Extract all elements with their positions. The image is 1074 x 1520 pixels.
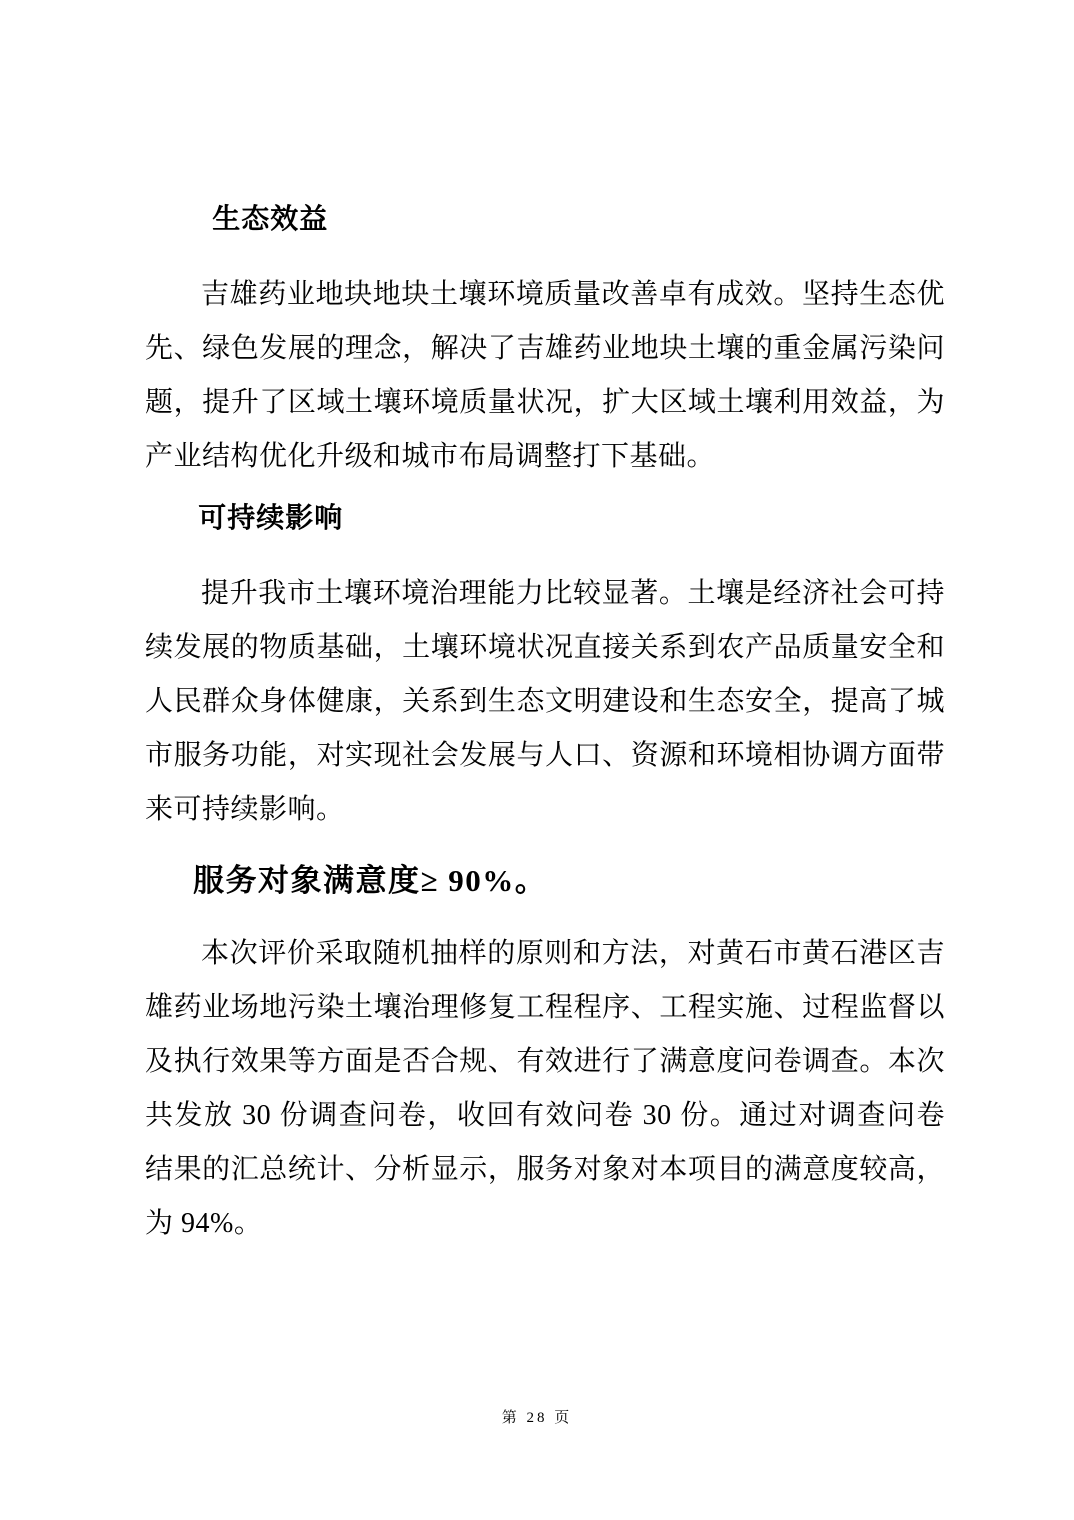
- heading-service-satisfaction: 服务对象满意度≥ 90%。: [193, 863, 548, 898]
- page-content: [145, 0, 945, 1251]
- paragraph-ecological-benefit: 吉雄药业地块地块土壤环境质量改善卓有成效。坚持生态优先、绿色发展的理念，解决了吉雄药业地块土壤的重金属污染问题，提升了区域土壤环境质量状况，扩大区域土壤利用效益，为产业结构优化升级和城市布局调整打下基础。: [145, 279, 945, 472]
- heading-sustainable-impact: 可持续影响: [198, 503, 344, 534]
- heading-ecological-benefit: 生态效益: [212, 204, 329, 235]
- page-number: 第 28 页: [501, 1410, 573, 1426]
- paragraph-service-satisfaction: 本次评价采取随机抽样的原则和方法，对黄石市黄石港区吉雄药业场地污染土壤治理修复工程程序、工程实施、过程监督以及执行效果等方面是否合规、有效进行了满意度问卷调查。本次共发放 30 份调查问卷，收回有效问卷 30 份。通过对调查问卷结果的汇总统计、分析显示，服务对象对本项目的满意度较高，为 94%。: [145, 938, 945, 1239]
- paragraph-sustainable-impact: 提升我市土壤环境治理能力比较显著。土壤是经济社会可持续发展的物质基础，土壤环境状况直接关系到农产品质量安全和人民群众身体健康，关系到生态文明建设和生态安全，提高了城市服务功能，对实现社会发展与人口、资源和环境相协调方面带来可持续影响。: [145, 578, 945, 825]
